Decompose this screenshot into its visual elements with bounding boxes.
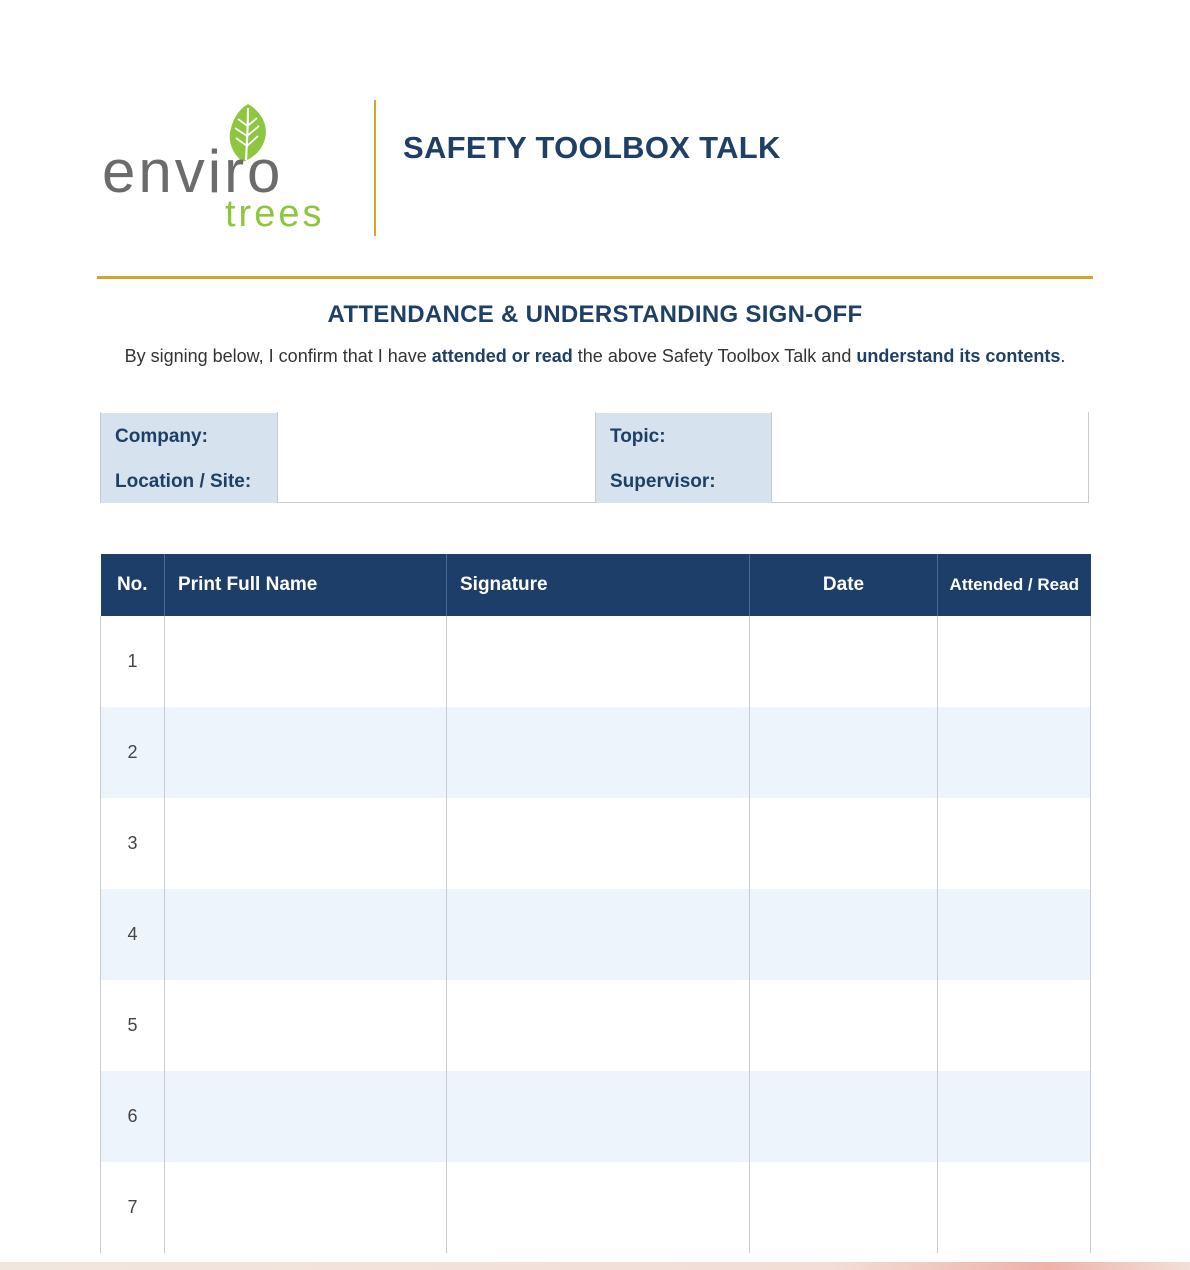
column-header-signature: Signature	[447, 554, 750, 616]
divider	[277, 412, 278, 503]
statement-text: .	[1060, 346, 1066, 366]
date-cell[interactable]	[750, 1071, 938, 1162]
location-field[interactable]	[278, 458, 595, 503]
header-divider	[374, 100, 376, 236]
statement-emphasis: understand its contents	[856, 346, 1061, 366]
table-row	[101, 616, 1091, 707]
date-cell[interactable]	[750, 616, 938, 707]
date-cell[interactable]	[750, 798, 938, 889]
table-row	[101, 707, 1091, 798]
signature-cell[interactable]	[447, 798, 750, 889]
table-row	[101, 798, 1091, 889]
name-cell[interactable]	[165, 798, 447, 889]
statement-text: the above Safety Toolbox Talk and	[572, 346, 857, 366]
date-cell[interactable]	[750, 707, 938, 798]
attendance-table-wrapper	[100, 554, 1090, 1253]
column-header-name: Print Full Name	[165, 554, 447, 616]
row-number: 3	[101, 798, 165, 889]
attended-cell[interactable]	[938, 616, 1091, 707]
signature-cell[interactable]	[447, 980, 750, 1071]
statement-emphasis: attended or read	[431, 346, 573, 366]
divider	[771, 412, 772, 503]
header-rule	[97, 276, 1093, 279]
name-cell[interactable]	[165, 980, 447, 1071]
row-number: 5	[101, 980, 165, 1071]
divider	[595, 412, 596, 503]
signature-cell[interactable]	[447, 1071, 750, 1162]
table-row	[101, 1162, 1091, 1253]
table-row	[101, 980, 1091, 1071]
signature-cell[interactable]	[447, 707, 750, 798]
signature-cell[interactable]	[447, 1162, 750, 1253]
row-number: 2	[101, 707, 165, 798]
name-cell[interactable]	[165, 707, 447, 798]
date-cell[interactable]	[750, 980, 938, 1071]
topic-field[interactable]	[772, 412, 1088, 457]
name-cell[interactable]	[165, 1162, 447, 1253]
attended-cell[interactable]	[938, 980, 1091, 1071]
table-row	[101, 889, 1091, 980]
date-cell[interactable]	[750, 889, 938, 980]
signature-cell[interactable]	[447, 889, 750, 980]
company-field[interactable]	[278, 412, 595, 457]
table-row	[101, 1071, 1091, 1162]
attendance-table	[100, 554, 1091, 1253]
name-cell[interactable]	[165, 616, 447, 707]
column-header-date: Date	[750, 554, 938, 616]
logo-wordmark: enviro	[102, 138, 284, 205]
bottom-edge-bar	[0, 1262, 1190, 1270]
info-grid	[100, 412, 1089, 503]
attended-cell[interactable]	[938, 1162, 1091, 1253]
column-header-no: No.	[101, 554, 165, 616]
supervisor-label: Supervisor:	[596, 458, 771, 503]
signature-cell[interactable]	[447, 616, 750, 707]
row-number: 1	[101, 616, 165, 707]
attended-cell[interactable]	[938, 889, 1091, 980]
attended-cell[interactable]	[938, 1071, 1091, 1162]
page-title: SAFETY TOOLBOX TALK	[403, 130, 781, 165]
name-cell[interactable]	[165, 1071, 447, 1162]
company-logo	[100, 100, 370, 240]
section-title: ATTENDANCE & UNDERSTANDING SIGN-OFF	[327, 301, 863, 328]
topic-label: Topic:	[596, 413, 771, 458]
statement-text: By signing below, I confirm that I have	[124, 346, 432, 366]
attended-cell[interactable]	[938, 707, 1091, 798]
row-number: 4	[101, 889, 165, 980]
company-label: Company:	[101, 413, 277, 458]
row-number: 7	[101, 1162, 165, 1253]
row-number: 6	[101, 1071, 165, 1162]
supervisor-field[interactable]	[772, 458, 1088, 503]
location-label: Location / Site:	[101, 458, 277, 503]
name-cell[interactable]	[165, 889, 447, 980]
column-header-attended: Attended / Read	[938, 554, 1091, 616]
date-cell[interactable]	[750, 1162, 938, 1253]
logo-subtext: trees	[225, 193, 325, 235]
confirmation-statement	[110, 345, 1080, 368]
attended-cell[interactable]	[938, 798, 1091, 889]
table-header-row	[101, 554, 1091, 616]
